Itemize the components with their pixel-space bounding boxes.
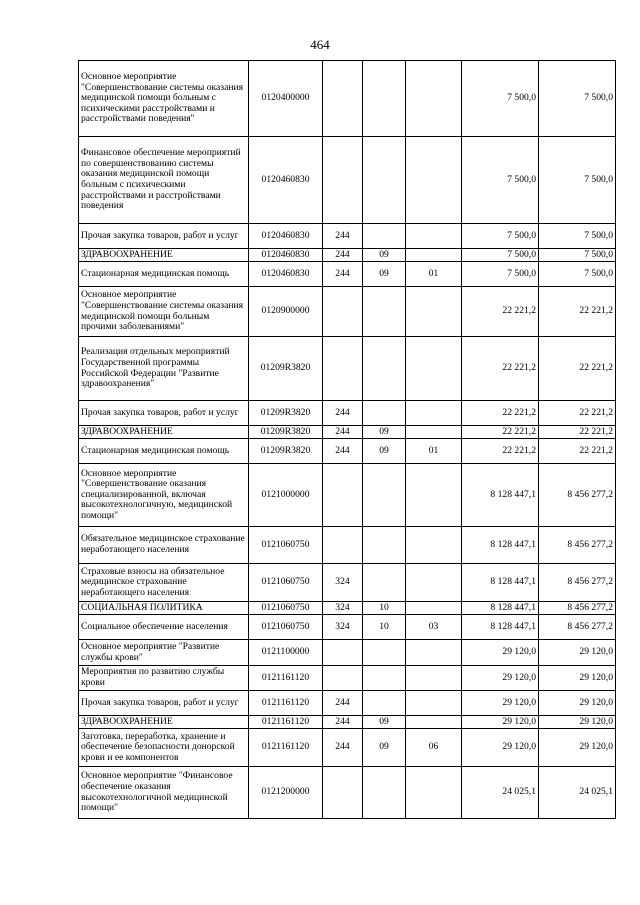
row-section: 09	[363, 249, 406, 262]
row-expense-type: 324	[323, 602, 363, 615]
row-amount-2: 22 221,2	[539, 337, 616, 401]
row-amount-2: 8 456 277,2	[539, 527, 616, 564]
row-section	[363, 527, 406, 564]
row-section: 10	[363, 602, 406, 615]
table-row	[79, 666, 616, 691]
row-name: Финансовое обеспечение мероприятий по совершенствованию системы оказания медицинской помощи больным с психическими расстройствами и расстройствами поведения	[79, 137, 249, 224]
table-row	[79, 249, 616, 262]
row-expense-type	[323, 464, 363, 527]
row-amount-1: 8 128 447,1	[462, 602, 539, 615]
row-expense-type: 244	[323, 401, 363, 426]
row-subsection	[406, 224, 462, 249]
row-amount-1: 29 120,0	[462, 666, 539, 691]
row-code: 01209R3820	[249, 337, 323, 401]
row-subsection	[406, 401, 462, 426]
row-code: 0121060750	[249, 564, 323, 602]
row-name: Страховые взносы на обязательное медицинское страхование неработающего населения	[79, 564, 249, 602]
row-code: 0121161120	[249, 691, 323, 716]
row-subsection	[406, 602, 462, 615]
row-amount-2: 7 500,0	[539, 224, 616, 249]
row-expense-type: 244	[323, 691, 363, 716]
row-name: Обязательное медицинское страхование неработающего населения	[79, 527, 249, 564]
row-amount-1: 7 500,0	[462, 224, 539, 249]
row-subsection	[406, 716, 462, 729]
row-name: Заготовка, переработка, хранение и обеспечение безопасности донорской крови и ее компонентов	[79, 729, 249, 767]
table-row	[79, 287, 616, 337]
row-section	[363, 287, 406, 337]
row-amount-2: 7 500,0	[539, 137, 616, 224]
row-section: 10	[363, 615, 406, 640]
row-subsection	[406, 249, 462, 262]
row-section: 09	[363, 262, 406, 287]
row-amount-2: 8 456 277,2	[539, 464, 616, 527]
table-row	[79, 729, 616, 767]
row-amount-1: 7 500,0	[462, 249, 539, 262]
row-amount-1: 22 221,2	[462, 439, 539, 464]
row-amount-1: 7 500,0	[462, 61, 539, 137]
row-subsection	[406, 61, 462, 137]
row-subsection	[406, 287, 462, 337]
row-amount-1: 29 120,0	[462, 729, 539, 767]
row-amount-1: 22 221,2	[462, 337, 539, 401]
row-amount-1: 8 128 447,1	[462, 527, 539, 564]
row-section	[363, 666, 406, 691]
row-name: Реализация отдельных мероприятий Государственной программы Российской Федерации "Развитие здравоохранения"	[79, 337, 249, 401]
row-expense-type: 244	[323, 426, 363, 439]
row-section: 09	[363, 716, 406, 729]
row-subsection	[406, 464, 462, 527]
row-expense-type: 324	[323, 615, 363, 640]
row-amount-2: 22 221,2	[539, 426, 616, 439]
row-amount-2: 7 500,0	[539, 61, 616, 137]
row-expense-type	[323, 767, 363, 819]
row-amount-2: 8 456 277,2	[539, 564, 616, 602]
row-expense-type	[323, 640, 363, 666]
row-code: 01209R3820	[249, 426, 323, 439]
row-subsection	[406, 691, 462, 716]
row-section	[363, 137, 406, 224]
row-subsection: 06	[406, 729, 462, 767]
row-subsection: 01	[406, 439, 462, 464]
row-name: Стационарная медицинская помощь	[79, 439, 249, 464]
row-amount-1: 29 120,0	[462, 640, 539, 666]
table-row	[79, 602, 616, 615]
row-section	[363, 224, 406, 249]
row-section	[363, 61, 406, 137]
row-subsection: 03	[406, 615, 462, 640]
row-code: 01209R3820	[249, 439, 323, 464]
row-section	[363, 640, 406, 666]
row-name: Основное мероприятие "Финансовое обеспечение оказания высокотехнологичной медицинской помощи"	[79, 767, 249, 819]
row-subsection	[406, 666, 462, 691]
row-code: 0121161120	[249, 729, 323, 767]
row-name: Прочая закупка товаров, работ и услуг	[79, 224, 249, 249]
table-row	[79, 640, 616, 666]
row-subsection	[406, 527, 462, 564]
row-section	[363, 464, 406, 527]
row-amount-1: 22 221,2	[462, 287, 539, 337]
row-code: 01209R3820	[249, 401, 323, 426]
row-expense-type: 244	[323, 262, 363, 287]
row-name: СОЦИАЛЬНАЯ ПОЛИТИКА	[79, 602, 249, 615]
row-amount-1: 8 128 447,1	[462, 615, 539, 640]
row-amount-1: 24 025,1	[462, 767, 539, 819]
row-amount-1: 22 221,2	[462, 401, 539, 426]
row-expense-type	[323, 527, 363, 564]
row-name: Основное мероприятие "Совершенствование системы оказания медицинской помощи больным с психическими расстройствами и расстройствами поведения"	[79, 61, 249, 137]
row-name: Прочая закупка товаров, работ и услуг	[79, 401, 249, 426]
row-expense-type	[323, 666, 363, 691]
row-section: 09	[363, 426, 406, 439]
row-amount-2: 29 120,0	[539, 666, 616, 691]
row-expense-type	[323, 287, 363, 337]
table-row	[79, 337, 616, 401]
budget-table-body	[79, 61, 616, 819]
budget-table	[78, 60, 616, 819]
row-code: 0120400000	[249, 61, 323, 137]
row-code: 0121100000	[249, 640, 323, 666]
row-code: 0120460830	[249, 249, 323, 262]
row-name: Основное мероприятие "Развитие службы крови"	[79, 640, 249, 666]
row-section: 09	[363, 439, 406, 464]
row-section	[363, 767, 406, 819]
row-subsection: 01	[406, 262, 462, 287]
row-amount-1: 8 128 447,1	[462, 564, 539, 602]
row-amount-1: 7 500,0	[462, 137, 539, 224]
row-section: 09	[363, 729, 406, 767]
row-code: 0121000000	[249, 464, 323, 527]
table-row	[79, 691, 616, 716]
table-row	[79, 426, 616, 439]
row-name: ЗДРАВООХРАНЕНИЕ	[79, 716, 249, 729]
row-section	[363, 337, 406, 401]
row-amount-2: 22 221,2	[539, 401, 616, 426]
row-code: 0121060750	[249, 527, 323, 564]
row-expense-type: 244	[323, 716, 363, 729]
row-amount-2: 7 500,0	[539, 249, 616, 262]
row-subsection	[406, 640, 462, 666]
row-amount-1: 22 221,2	[462, 426, 539, 439]
row-subsection	[406, 337, 462, 401]
page-number: 464	[310, 37, 330, 52]
table-row	[79, 137, 616, 224]
row-amount-2: 8 456 277,2	[539, 602, 616, 615]
row-subsection	[406, 767, 462, 819]
table-row	[79, 262, 616, 287]
row-subsection	[406, 137, 462, 224]
row-name: ЗДРАВООХРАНЕНИЕ	[79, 426, 249, 439]
table-row	[79, 464, 616, 527]
row-code: 0121200000	[249, 767, 323, 819]
row-name: Основное мероприятие "Совершенствование оказания специализированной, включая высокотехнологичную, медицинской помощи"	[79, 464, 249, 527]
row-amount-2: 29 120,0	[539, 691, 616, 716]
table-row	[79, 527, 616, 564]
row-code: 0121060750	[249, 602, 323, 615]
row-subsection	[406, 564, 462, 602]
table-row	[79, 401, 616, 426]
row-code: 0120460830	[249, 262, 323, 287]
row-expense-type	[323, 61, 363, 137]
row-expense-type: 244	[323, 439, 363, 464]
row-amount-2: 22 221,2	[539, 439, 616, 464]
table-row	[79, 439, 616, 464]
row-expense-type	[323, 337, 363, 401]
row-name: Мероприятия по развитию службы крови	[79, 666, 249, 691]
row-name: Основное мероприятие "Совершенствование системы оказания медицинской помощи больным прочими заболеваниями"	[79, 287, 249, 337]
row-amount-1: 8 128 447,1	[462, 464, 539, 527]
row-amount-1: 7 500,0	[462, 262, 539, 287]
row-amount-2: 29 120,0	[539, 729, 616, 767]
table-row	[79, 615, 616, 640]
row-amount-2: 22 221,2	[539, 287, 616, 337]
row-code: 0120460830	[249, 137, 323, 224]
row-section	[363, 691, 406, 716]
table-row	[79, 564, 616, 602]
row-code: 0121161120	[249, 716, 323, 729]
row-amount-2: 7 500,0	[539, 262, 616, 287]
row-name: Стационарная медицинская помощь	[79, 262, 249, 287]
row-code: 0120460830	[249, 224, 323, 249]
row-expense-type: 324	[323, 564, 363, 602]
row-code: 0121060750	[249, 615, 323, 640]
row-expense-type: 244	[323, 729, 363, 767]
row-name: Прочая закупка товаров, работ и услуг	[79, 691, 249, 716]
row-amount-1: 29 120,0	[462, 691, 539, 716]
row-name: Социальное обеспечение населения	[79, 615, 249, 640]
row-code: 0120900000	[249, 287, 323, 337]
table-row	[79, 224, 616, 249]
row-subsection	[406, 426, 462, 439]
row-amount-2: 24 025,1	[539, 767, 616, 819]
row-expense-type: 244	[323, 249, 363, 262]
row-expense-type: 244	[323, 224, 363, 249]
row-name: ЗДРАВООХРАНЕНИЕ	[79, 249, 249, 262]
row-amount-2: 29 120,0	[539, 640, 616, 666]
table-row	[79, 61, 616, 137]
row-amount-2: 8 456 277,2	[539, 615, 616, 640]
row-section	[363, 401, 406, 426]
table-row	[79, 767, 616, 819]
row-amount-2: 29 120,0	[539, 716, 616, 729]
table-row	[79, 716, 616, 729]
row-section	[363, 564, 406, 602]
row-code: 0121161120	[249, 666, 323, 691]
row-amount-1: 29 120,0	[462, 716, 539, 729]
row-expense-type	[323, 137, 363, 224]
